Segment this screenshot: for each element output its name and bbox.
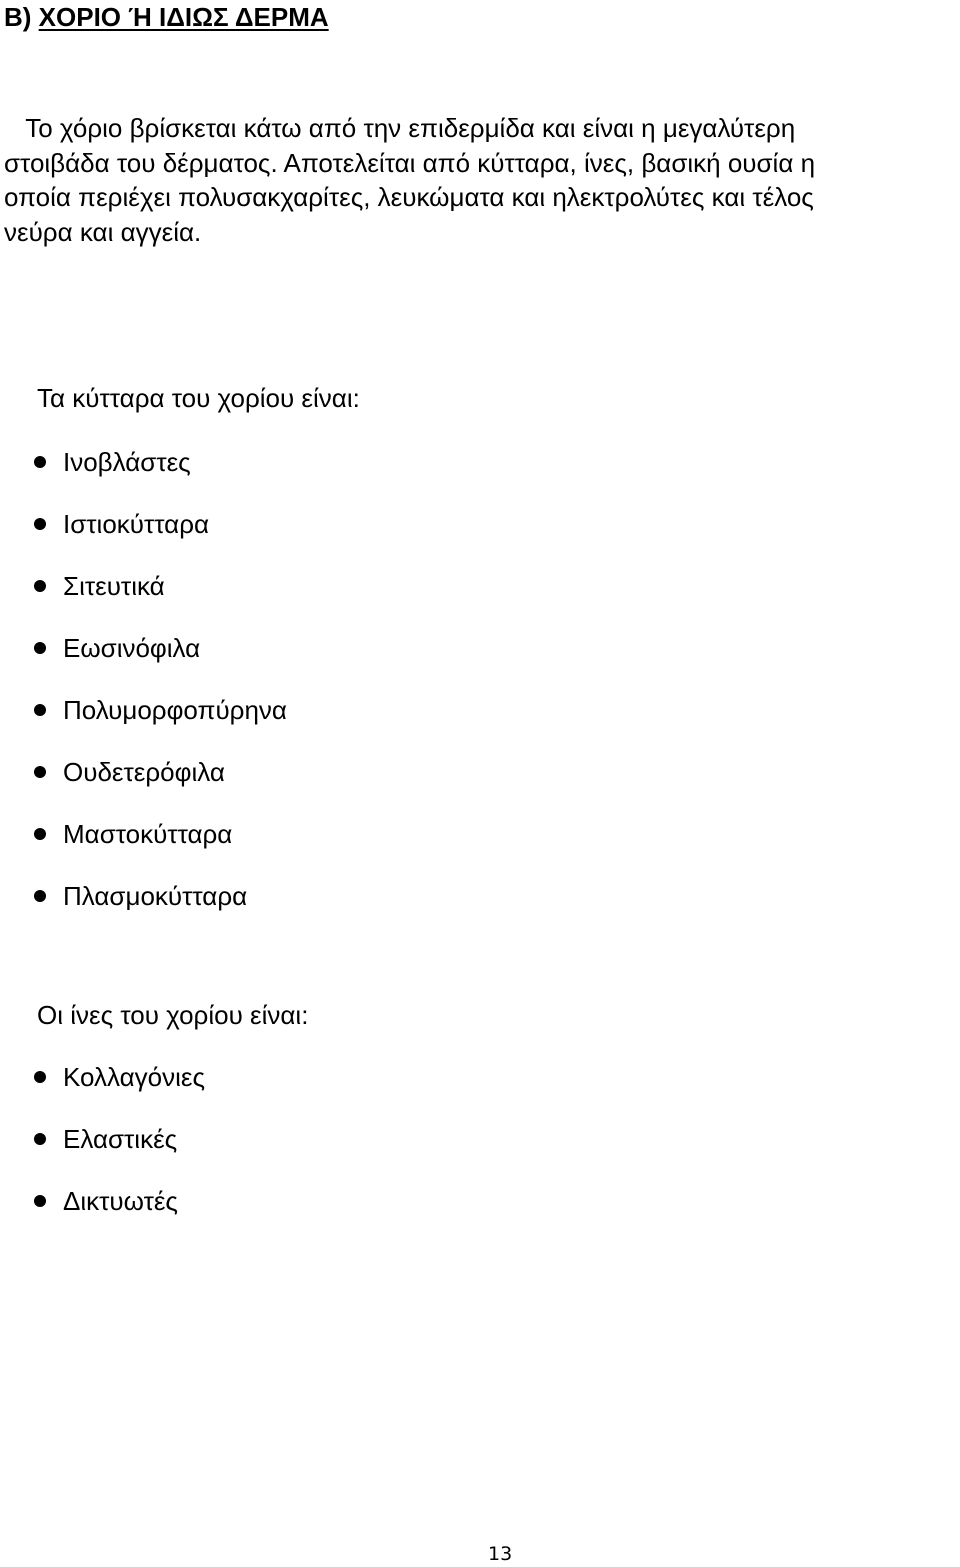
page-number: 13 bbox=[488, 1543, 513, 1565]
heading-prefix: B) bbox=[4, 2, 39, 32]
bullet-icon bbox=[34, 828, 46, 840]
list-item-label: Κολλαγόνιες bbox=[63, 1062, 205, 1092]
cells-section-title: Τα κύτταρα του χορίου είναι: bbox=[37, 383, 360, 413]
list-item-label: Ινοβλάστες bbox=[63, 447, 191, 477]
bullet-icon bbox=[34, 890, 46, 902]
intro-paragraph bbox=[4, 111, 960, 249]
list-item-label: Ελαστικές bbox=[63, 1124, 178, 1154]
list-item-label: Ιστιοκύτταρα bbox=[63, 509, 210, 539]
list-item-label: Μαστοκύτταρα bbox=[63, 819, 233, 849]
list-item-label: Σιτευτικά bbox=[63, 571, 165, 601]
bullet-icon bbox=[34, 766, 46, 778]
paragraph-line: Το χόριο βρίσκεται κάτω από την επιδερμίδα και είναι η μεγαλύτερη bbox=[4, 113, 796, 143]
section-heading bbox=[4, 0, 329, 34]
list-item-label: Δικτυωτές bbox=[63, 1186, 178, 1216]
fibers-section-title: Οι ίνες του χορίου είναι: bbox=[37, 1000, 309, 1030]
list-item-label: Εωσινόφιλα bbox=[63, 633, 201, 663]
list-item-label: Ουδετερόφιλα bbox=[63, 757, 225, 787]
bullet-icon bbox=[34, 456, 46, 468]
bullet-icon bbox=[34, 580, 46, 592]
paragraph-line: νεύρα και αγγεία. bbox=[4, 216, 202, 247]
bullet-icon bbox=[34, 518, 46, 530]
paragraph-line: οποία περιέχει πολυσακχαρίτες, λευκώματα και ηλεκτρολύτες και τέλος bbox=[4, 182, 814, 212]
bullet-icon bbox=[34, 642, 46, 654]
bullet-icon bbox=[34, 1195, 46, 1207]
paragraph-line: στοιβάδα του δέρματος. Αποτελείται από κύτταρα, ίνες, βασική ουσία η bbox=[4, 147, 816, 178]
list-item-label: Πλασμοκύτταρα bbox=[63, 881, 248, 911]
bullet-icon bbox=[34, 704, 46, 716]
bullet-icon bbox=[34, 1133, 46, 1145]
heading-title: ΧΟΡΙΟ Ή ΙΔΙΩΣ ΔΕΡΜΑ bbox=[38, 2, 329, 32]
list-item-label: Πολυμορφοπύρηνα bbox=[63, 695, 287, 725]
bullet-icon bbox=[34, 1071, 46, 1083]
